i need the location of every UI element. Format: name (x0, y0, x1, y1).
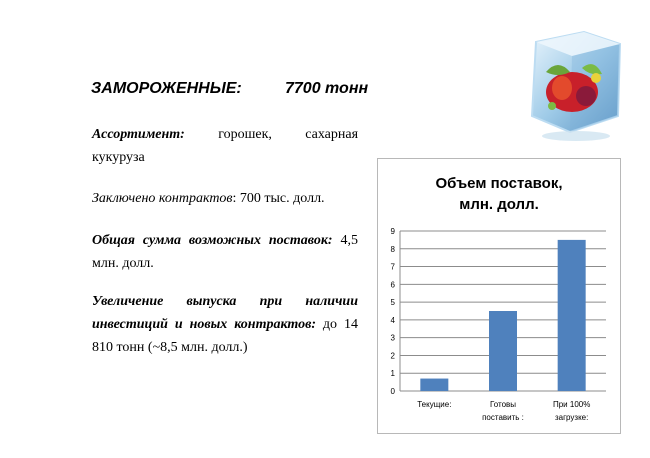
heading-amount: 7700 тонн (285, 80, 369, 97)
y-tick-label: 5 (390, 298, 395, 308)
assortment-text-cont: кукуруза (92, 150, 145, 165)
contracts-paragraph (92, 187, 358, 210)
possible-supply-paragraph (92, 229, 358, 275)
increase-text: до 14 810 тонн (~8,5 млн. долл.) (92, 317, 358, 355)
x-tick-label: Готовы (489, 400, 517, 409)
assortment-text: горошек, сахарная (218, 127, 359, 142)
y-tick-label: 2 (390, 351, 395, 361)
bar (489, 311, 517, 391)
x-tick-label: загрузке: (555, 413, 589, 422)
supply-volume-chart (377, 158, 621, 434)
assortment-paragraph (92, 123, 358, 169)
y-tick-label: 8 (390, 244, 395, 254)
x-tick-label: поставить : (482, 413, 524, 422)
y-tick-label: 9 (390, 227, 395, 236)
heading (91, 80, 369, 98)
increase-label: Увеличение выпуска при наличии инвестиций и новых контрактов: (92, 294, 358, 332)
chart-plot (378, 159, 620, 433)
y-tick-label: 6 (390, 280, 395, 290)
chart-title-line1: Объем поставок, (435, 175, 563, 192)
possible-supply-text: 4,5 млн. долл. (92, 233, 359, 271)
x-tick-label: Текущие: (417, 400, 452, 409)
bar (558, 240, 586, 391)
heading-category: ЗАМОРОЖЕННЫЕ: (91, 80, 242, 97)
y-tick-label: 7 (390, 262, 395, 272)
chart-title-line2: млн. долл. (459, 196, 539, 213)
increase-paragraph (92, 290, 358, 359)
x-tick-label: При 100% (552, 400, 591, 409)
y-tick-label: 0 (390, 387, 395, 396)
assortment-label: Ассортимент: (92, 127, 185, 142)
frozen-vegetables-image (522, 28, 628, 144)
contracts-label: Заключено контрактов (92, 191, 233, 206)
y-tick-label: 3 (390, 333, 395, 343)
ice-cube-icon (522, 28, 628, 144)
bar (420, 379, 448, 391)
possible-supply-label: Общая сумма возможных поставок: (92, 233, 333, 248)
contracts-text: : 700 тыс. долл. (232, 191, 325, 206)
y-tick-label: 4 (390, 315, 395, 325)
y-tick-label: 1 (390, 369, 395, 379)
